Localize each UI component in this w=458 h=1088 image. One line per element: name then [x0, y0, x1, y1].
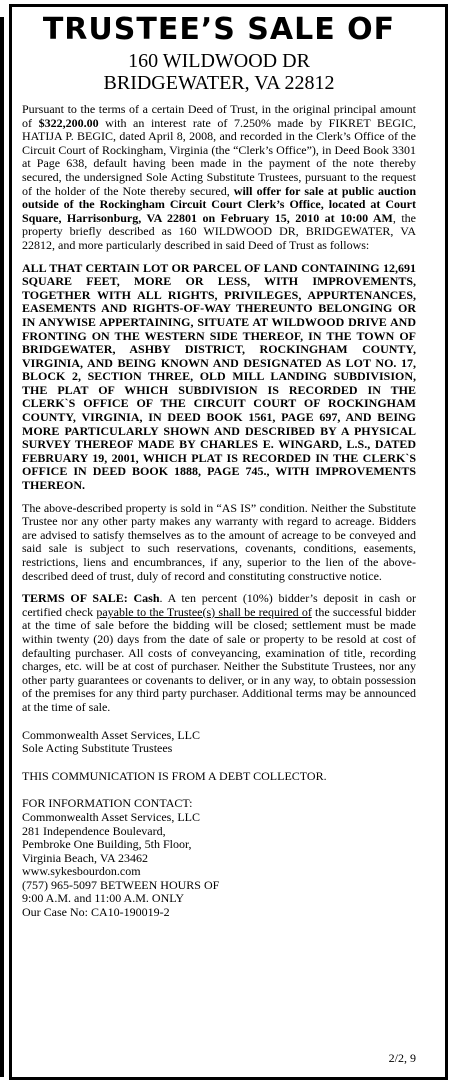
terms-label: TERMS OF SALE: Cash	[22, 591, 160, 606]
run-dates: 2/2, 9	[388, 1051, 416, 1065]
contact-street: 281 Independence Boulevard,	[22, 823, 166, 838]
sale-text-b: with an interest rate of 7.250% made by FIKRET BEGIC, HATIJA P. BEGIC, dated April 8, 2008, and recorded in the Clerk’s Office of the Circuit Court of Rockingham, Virginia (the “Clerk’s Office”), in Deed Book 3301 at Page 638, default having been made in the payment of the note thereby secured, the undersigned Sole Acting Substitute Trustees, pursuant to the request of the holder of the Note thereby secured,	[22, 115, 416, 198]
auction-details: will offer for sale at public auction outside of the Rockingham Circuit Court Clerk’s Office, located at Court Square, Harrisonburg, VA 22801 on February 15, 2010 at 10:00 AM	[22, 183, 416, 225]
property-address-city: BRIDGEWATER, VA 22812	[103, 72, 335, 94]
legal-notice	[22, 12, 417, 1065]
contact-block	[22, 797, 416, 919]
contact-heading: FOR INFORMATION CONTACT:	[22, 796, 193, 811]
legal-description: ALL THAT CERTAIN LOT OR PARCEL OF LAND CONTAINING 12,691 SQUARE FEET, MORE OR LESS, WITH IMPROVEMENTS, TOGETHER WITH ALL RIGHTS, PRIVILEGES, APPURTENANCES, EASEMENTS AND RIGHTS-OF-WAY THEREUNTO BELONGING OR IN ANYWISE APPERTAINING, SITUATE AT WILDWOOD DRIVE AND FRONTING ON THE WESTERN SIDE THEREOF, IN THE TOWN OF BRIDGEWATER, ASHBY DISTRICT, ROCKINGHAM COUNTY, VIRGINIA, AND BEING KNOWN AND DESIGNATED AS LOT NO. 17, BLOCK 2, SECTION THREE, OLD MILL LANDING SUBDIVISION, THE PLAT OF WHICH SUBDIVISION IS RECORDED IN THE CLERK`S OFFICE OF THE CIRCUIT COURT OF ROCKINGHAM COUNTY, VIRGINIA, IN DEED BOOK 1561, PAGE 697, AND BEING MORE PARTICULARLY SHOWN AND DESCRIBED BY A PHYSICAL SURVEY THEREOF MADE BY CHARLES E. WINGARD, L.S., DATED FEBRUARY 19, 2001, WHICH PLAT IS RECORDED IN THE CLERK`S OFFICE IN DEED BOOK 1888, PAGE 745., WITH IMPROVEMENTS THEREON.	[22, 260, 416, 493]
sale-text-c: , the property briefly described as 160 WILDWOOD DR, BRIDGEWATER, VA 22812, and more particularly described in said Deed of Trust as follows:	[22, 210, 416, 252]
notice-headline: TRUSTEE’S SALE OF	[42, 12, 396, 47]
principal-amount: $322,200.00	[38, 115, 99, 130]
debt-collector-notice: THIS COMMUNICATION IS FROM A DEBT COLLECTOR.	[22, 768, 327, 783]
as-is-paragraph: The above-described property is sold in “AS IS” condition. Neither the Substitute Trustee nor any other party makes any warranty with regard to acreage. Bidders are advised to satisfy themselves as to the amount of acreage to be conveyed and said sale is subject to such reservations, covenants, conditions, easements, restrictions, liens and encumbrances, if any, superior to the lien of the above-described deed of trust, duly of record and constituting constructive notice.	[22, 500, 416, 583]
case-number: Our Case No: CA10-190019-2	[22, 905, 170, 920]
sale-text-a: Pursuant to the terms of a certain Deed of Trust, in the original principal amount of	[22, 102, 416, 130]
signature-role: Sole Acting Substitute Trustees	[22, 741, 173, 756]
contact-city: Virginia Beach, VA 23462	[22, 850, 148, 865]
terms-text-b: the successful bidder at the time of sale before the bidding will be closed; settlement must be made within twenty (20) days from the date of sale or property to be resold at cost of defaulting purchaser. All costs of conveyancing, examination of title, recording charges, etc. will be at cost of purchaser. Neither the Substitute Trustees, nor any other party guarantees or covenants to deliver, or in any way, to obtain possession of the premises for any third party purchaser. Additional terms may be announced at the time of sale.	[22, 604, 417, 714]
terms-text-a: . A ten percent (10%) bidder’s deposit in cash or certified check	[22, 591, 416, 619]
sale-paragraph	[22, 103, 416, 253]
contact-hours: 9:00 A.M. and 11:00 A.M. ONLY	[22, 891, 185, 906]
signature-company: Commonwealth Asset Services, LLC	[22, 727, 200, 742]
property-address-street: 160 WILDWOOD DR	[128, 50, 310, 72]
contact-building: Pembroke One Building, 5th Floor,	[22, 837, 192, 852]
terms-underlined: payable to the Trustee(s) shall be required of	[96, 604, 312, 619]
contact-phone: (757) 965-5097 BETWEEN HOURS OF	[22, 877, 220, 892]
terms-paragraph	[22, 592, 416, 714]
contact-company: Commonwealth Asset Services, LLC	[22, 809, 200, 824]
trustee-signature	[22, 729, 416, 756]
contact-website: www.sykesbourdon.com	[22, 864, 141, 879]
